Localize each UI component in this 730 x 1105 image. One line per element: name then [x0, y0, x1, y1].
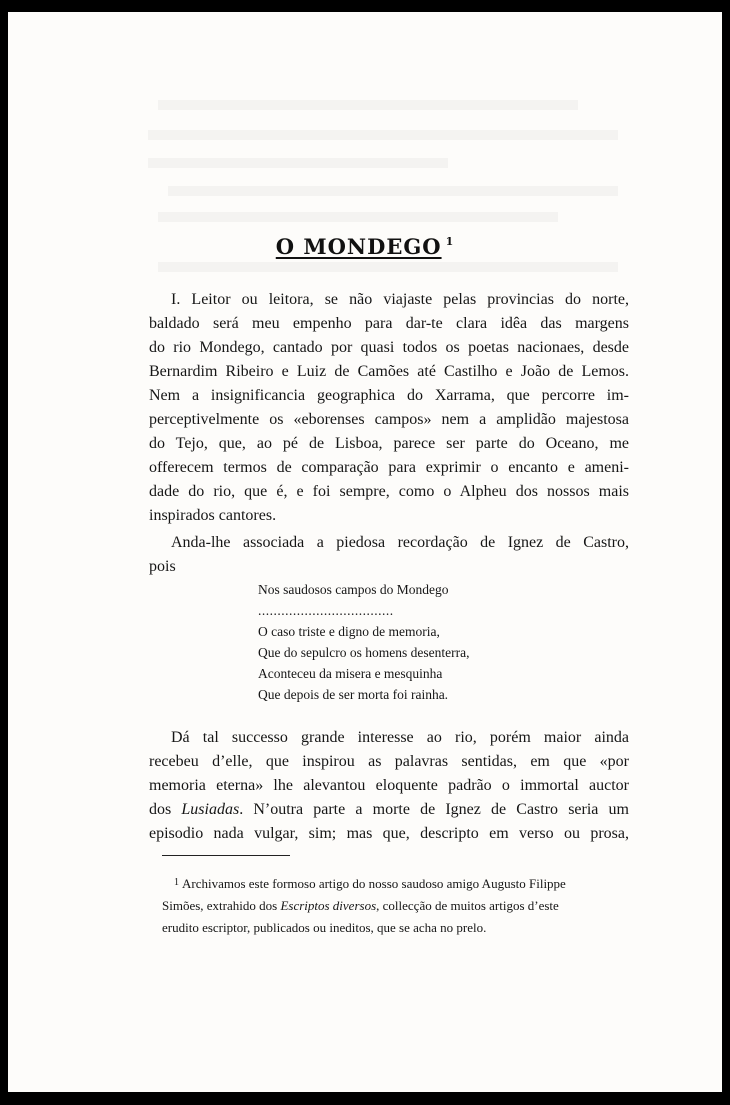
text-run: , collecção de muitos artigos d’este	[376, 898, 559, 913]
paragraph-line: Anda-lhe associada a piedosa recordação de Ignez de Castro,	[171, 534, 629, 551]
verse-line: Nos saudosos campos do Mondego	[258, 582, 449, 597]
book-title-escriptos: Escriptos diversos	[280, 898, 377, 913]
paragraph-line: baldado será meu empenho para dar-te clara idêa das margens	[149, 315, 629, 332]
paragraph-2	[149, 531, 629, 579]
paragraph-line: perceptivelmente os «eborenses campos» nem a amplidão majestosa	[149, 411, 629, 428]
verse-line: O caso triste e digno de memoria,	[258, 624, 440, 639]
paragraph-line: I. Leitor ou leitora, se não viajaste pelas provincias do norte,	[171, 291, 629, 308]
text-run: Simões, extrahido dos	[162, 898, 281, 913]
title-text: O MONDEGO	[275, 234, 442, 259]
paragraph-line: episodio nada vulgar, sim; mas que, descripto em verso ou prosa,	[149, 825, 629, 842]
bleed-through-line	[158, 212, 558, 222]
book-title-lusiadas: Lusiadas	[181, 801, 240, 818]
paragraph-3	[149, 726, 629, 846]
page	[8, 12, 722, 1092]
verse-line: Que depois de ser morta foi rainha.	[258, 687, 449, 702]
paragraph-line: recebeu d’elle, que inspirou as palavras sentidas, em que «por	[149, 753, 629, 770]
footnote-marker: 1	[174, 877, 179, 888]
footnote-line	[174, 872, 630, 895]
footnote-separator	[162, 855, 290, 856]
paragraph-1	[149, 288, 629, 528]
article-title	[8, 234, 722, 259]
bleed-through-line	[158, 100, 578, 110]
paragraph-line: inspirados cantores.	[149, 507, 277, 524]
title-footnote-marker: 1	[445, 235, 455, 248]
bleed-through-line	[158, 262, 618, 272]
text-run: Archivamos este formoso artigo do nosso saudoso amigo Augusto Filippe	[182, 876, 566, 891]
paragraph-line: Nem a insignificancia geographica do Xarrama, que percorre im-	[149, 387, 629, 404]
verse-line: Aconteceu da misera e mesquinha	[258, 666, 443, 681]
paragraph-line: Bernardim Ribeiro e Luiz de Camões até Castilho e João de Lemos.	[149, 363, 629, 380]
footnote-line: erudito escriptor, publicados ou ineditos, que se acha no prelo.	[162, 920, 487, 935]
paragraph-line	[149, 798, 629, 822]
text-run: dos	[149, 801, 182, 818]
bleed-through-line	[148, 158, 448, 168]
footnote-line	[162, 895, 630, 917]
paragraph-line: do Tejo, que, ao pé de Lisboa, parece ser parte do Oceano, me	[149, 435, 629, 452]
paragraph-line: do rio Mondego, cantado por quasi todos os poetas nacionaes, desde	[149, 339, 629, 356]
verse-quotation	[258, 579, 469, 705]
paragraph-line: memoria eterna» lhe alevantou eloquente padrão o immortal auctor	[149, 777, 629, 794]
text-run: . N’outra parte a morte de Ignez de Castro seria um	[239, 801, 630, 818]
verse-ellipsis-line: ...................................	[258, 603, 394, 618]
bleed-through-line	[148, 130, 618, 140]
bleed-through-line	[168, 186, 618, 196]
paragraph-line: pois	[149, 558, 176, 575]
paragraph-line: offerecem termos de comparação para exprimir o encanto e ameni-	[149, 459, 629, 476]
footnote	[162, 872, 630, 939]
verse-line: Que do sepulcro os homens desenterra,	[258, 645, 470, 660]
paragraph-line: Dá tal successo grande interesse ao rio, porém maior ainda	[171, 729, 629, 746]
paragraph-line: dade do rio, que é, e foi sempre, como o Alpheu dos nossos mais	[149, 483, 629, 500]
